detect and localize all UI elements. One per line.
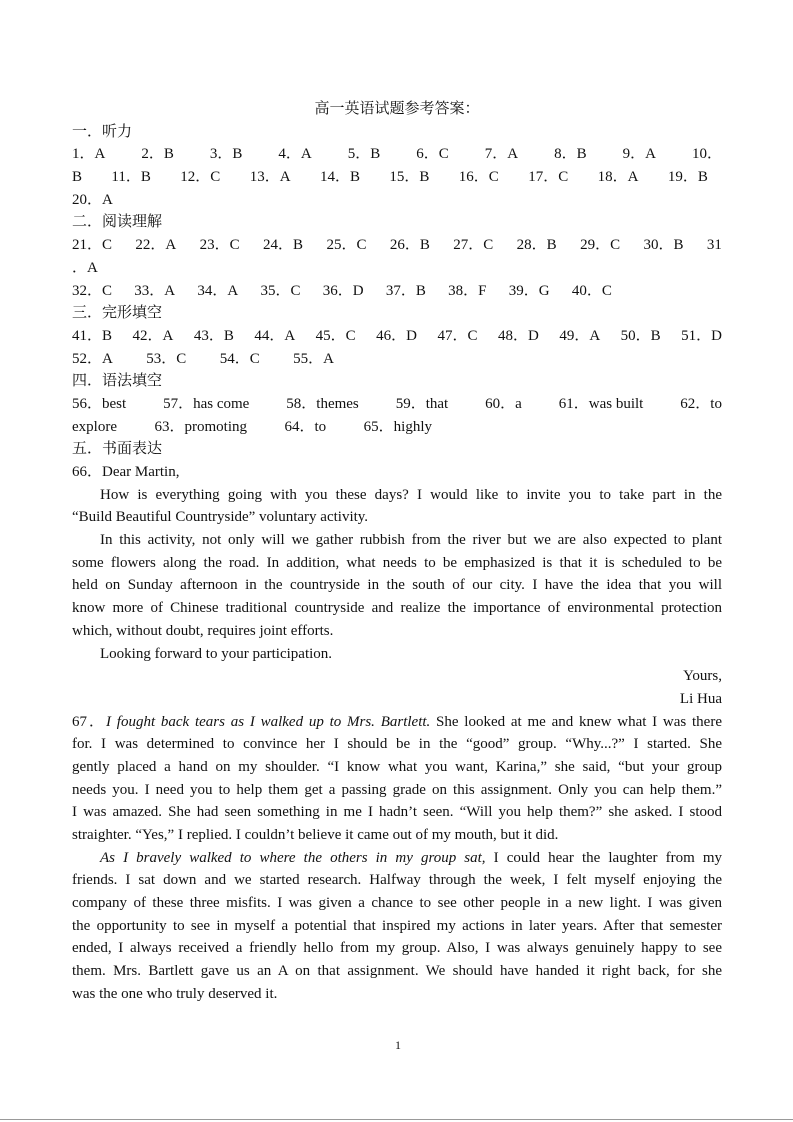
answer-row [72, 189, 722, 212]
answer-item: 62．to [680, 395, 722, 412]
answer-item: 28．B [516, 237, 557, 254]
answer-item: 41．B [72, 327, 113, 344]
letter-signature: Li Hua [679, 690, 722, 707]
text-line: some flowers along the road. In addition, what needs to be emphasized is that it is scheduled to be [72, 554, 722, 571]
answer-item: 49．A [559, 327, 601, 344]
text-line: gently placed a hand on my shoulder. “I know what you want, Karina,” she said, “but your group [72, 758, 722, 775]
answer-item: 42．A [132, 327, 174, 344]
answer-item: 50．B [620, 327, 661, 344]
letter-paragraph-1 [72, 484, 722, 529]
answer-row [72, 393, 722, 416]
answer-item: 32．C [72, 282, 113, 299]
answer-item: 52．A [72, 350, 113, 367]
text-line: know more of Chinese traditional countryside and realize the importance of environmental protection [72, 600, 722, 617]
page-number: 1 [395, 1038, 401, 1052]
answer-item: 47．C [437, 327, 478, 344]
text-line: I was amazed. She had seen something in me I hadn’t seen. “Will you help them?” she asked. I stood [72, 804, 722, 821]
answer-row [72, 280, 722, 303]
text-line: In this activity, not only will we gather rubbish from the river but we are also expected to plant [100, 532, 722, 549]
answer-item: 57．has come [163, 395, 250, 412]
answer-item: 64．to [284, 418, 327, 435]
answer-item: 1．A [72, 146, 106, 163]
answer-item: 34．A [197, 282, 239, 299]
answer-item: 56．best [72, 395, 127, 412]
answer-item: 44．A [254, 327, 296, 344]
answer-item: 59．that [395, 395, 449, 412]
text-line: company of these three misfits. I was given a chance to see other people in a new light. I was given [72, 895, 722, 912]
answer-item: 35．C [260, 282, 301, 299]
letter-paragraph-2 [72, 529, 722, 642]
text-line: straighter. “Yes,” I replied. I couldn’t believe it came out of my mouth, but it did. [72, 827, 559, 843]
answer-item: 27．C [453, 237, 494, 254]
answer-item: 10． [691, 146, 722, 163]
answer-item: 39．G [508, 282, 550, 299]
text-line: ended, I always received a friendly hello from my group. Also, I was always genuinely happy to see [72, 940, 722, 957]
answer-item: 63．promoting [154, 418, 247, 435]
answer-item: 45．C [315, 327, 356, 344]
answer-item: 24．B [263, 237, 304, 254]
answer-item: 4．A [278, 146, 312, 163]
answer-item: 15．B [389, 169, 430, 186]
story-paragraph-1 [72, 733, 722, 846]
text-line: held on Sunday afternoon in the countryside in the south of our city. I have the idea that you will [72, 577, 722, 594]
given-sentence: I fought back tears as I walked up to Mrs. Bartlett. [106, 713, 431, 730]
answer-item: 36．D [322, 282, 364, 299]
section-grammar: 四．语法填空 [72, 373, 163, 390]
section-cloze: 三．完形填空 [72, 305, 163, 322]
answer-item: 40．C [571, 282, 612, 299]
section-writing: 五．书面表达 [72, 441, 163, 458]
answer-row [72, 143, 722, 166]
answer-item: 19．B [667, 169, 708, 186]
answer-item: 3．B [209, 146, 243, 163]
answer-item: 51．D [681, 327, 722, 344]
section-listening: 一．听力 [72, 123, 133, 140]
text-line: friends. I sat down and we started research. Halfway through the week, I felt myself enjoying the [72, 872, 722, 889]
answer-item: 6．C [416, 146, 449, 163]
page-title: 高一英语试题参考答案： [314, 101, 480, 117]
answer-item: 17．C [528, 169, 569, 186]
answer-item: 16．C [458, 169, 499, 186]
answer-item: 38．F [448, 282, 487, 299]
answer-item: 33．A [134, 282, 176, 299]
given-sentence: As I bravely walked to where the others in my group sat, [100, 849, 486, 866]
text-line: was the one who truly deserved it. [72, 985, 278, 1002]
section-reading: 二．阅读理解 [72, 214, 163, 231]
answer-item: 20．A [72, 191, 113, 208]
letter-closing: Yours, [683, 668, 722, 685]
answer-item: 58．themes [286, 395, 359, 412]
story-first-line [72, 711, 722, 734]
story-paragraph-2 [72, 869, 722, 1005]
answer-item: 65．highly [363, 418, 432, 435]
answer-item: explore [72, 418, 117, 435]
answer-row [72, 166, 722, 189]
answer-item: 18．A [597, 169, 639, 186]
answer-item: 61．was built [558, 395, 644, 412]
answer-item: 55．A [293, 350, 334, 367]
answer-item: 54．C [219, 350, 260, 367]
answer-item: 13．A [249, 169, 291, 186]
answer-item: 23．C [199, 237, 240, 254]
answer-item: 5．B [347, 146, 381, 163]
answer-key-page [72, 98, 722, 1006]
text-line: for. I was determined to convince her I should be in the “good” group. “Why...?” I started. She [72, 736, 722, 753]
answer-item: 7．A [484, 146, 519, 163]
answer-row [72, 234, 722, 257]
text-line: How is everything going with you these days? I would like to invite you to take part in the [100, 486, 722, 503]
answer-item: 9．A [622, 146, 656, 163]
answer-item: 48．D [497, 327, 539, 344]
answer-item: 37．B [385, 282, 426, 299]
answer-item: 46．D [376, 327, 417, 344]
answer-row [72, 325, 722, 348]
answer-item: 11．B [111, 169, 151, 186]
answer-item: 2．B [141, 146, 174, 163]
answer-item: B [72, 169, 83, 186]
answer-item: 8．B [554, 146, 587, 163]
text-line: the opportunity to see in myself a potential that inspired my actions in later years. After that semester [72, 917, 722, 934]
answer-item: 30．B [643, 237, 684, 254]
story-second-start [72, 847, 722, 870]
text-line: “Build Beautiful Countryside” voluntary activity. [72, 509, 369, 526]
answer-item: 14．B [319, 169, 360, 186]
answer-item: 22．A [135, 237, 177, 254]
answer-item: 60．a [485, 395, 522, 412]
story-text: I could hear the laughter from my [485, 849, 722, 866]
answer-item: 26．B [389, 237, 430, 254]
story-text: She looked at me and knew what I was there [430, 713, 722, 730]
answer-item: 12．C [180, 169, 221, 186]
answer-item: ．A [72, 259, 98, 276]
question-number: 67． [72, 713, 107, 730]
text-line: which, without doubt, requires joint efforts. [72, 622, 334, 639]
page-bottom-border [0, 1119, 793, 1120]
text-line: needs you. I need you to help them get a passing grade on this assignment. Only you can help them.” [72, 781, 722, 798]
answer-row [72, 348, 722, 371]
letter-heading: 66．Dear Martin, [72, 464, 180, 480]
text-line: them. Mrs. Bartlett gave us an A on that assignment. We should have handed it right back, for she [72, 963, 722, 980]
answer-row [72, 416, 722, 439]
answer-item: 53．C [146, 350, 187, 367]
letter-paragraph-3: Looking forward to your participation. [100, 645, 333, 662]
answer-row [72, 257, 722, 280]
answer-item: 21．C [72, 237, 113, 254]
answer-item: 31 [706, 237, 722, 254]
answer-item: 43．B [193, 327, 234, 344]
answer-item: 29．C [580, 237, 621, 254]
answer-item: 25．C [326, 237, 367, 254]
